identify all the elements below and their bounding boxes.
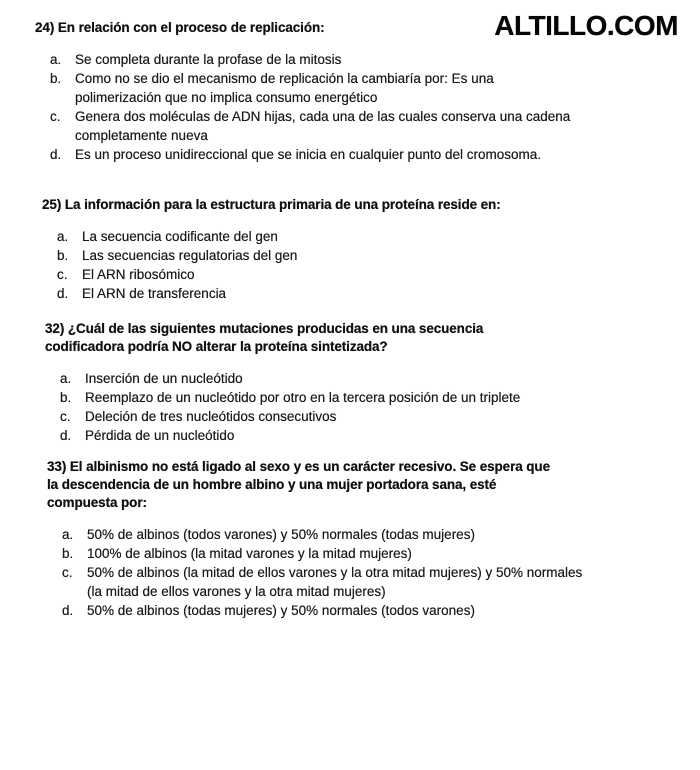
option-row	[35, 107, 683, 145]
option-text-line: 50% de albinos (todos varones) y 50% normales (todas mujeres)	[87, 527, 475, 542]
option-text	[85, 407, 693, 426]
option-letter: a.	[57, 229, 69, 244]
question-block	[45, 320, 693, 445]
option-row	[47, 525, 695, 544]
option-text-line: El ARN de transferencia	[82, 286, 227, 301]
option-letter: d.	[50, 147, 62, 162]
option-text-line: 100% de albinos (la mitad varones y la mitad mujeres)	[87, 546, 412, 561]
option-text-line: Es un proceso unidireccional que se inicia en cualquier punto del cromosoma.	[75, 147, 542, 162]
option-row	[35, 145, 683, 164]
option-text	[75, 107, 683, 145]
option-letter: a.	[60, 371, 72, 386]
option-text	[87, 544, 695, 563]
question-heading	[45, 320, 693, 356]
option-text-line: Como no se dio el mecanismo de replicación la cambiaría por: Es una	[75, 71, 494, 86]
option-letter: c.	[60, 409, 71, 424]
options-list	[35, 50, 683, 164]
option-text-line: 50% de albinos (la mitad de ellos varones y la otra mitad mujeres) y 50% normales	[87, 565, 583, 580]
option-letter: a.	[50, 52, 62, 67]
option-text-line: polimerización que no implica consumo energético	[75, 90, 378, 105]
option-text	[75, 69, 683, 107]
option-text	[75, 50, 683, 69]
question-title-text: ¿Cuál de las siguientes mutaciones producidas en una secuencia	[67, 321, 484, 336]
option-letter: d.	[62, 603, 74, 618]
option-text	[87, 525, 695, 544]
option-text	[82, 246, 690, 265]
option-text-line: La secuencia codificante del gen	[82, 229, 278, 244]
site-logo: ALTILLO.COM	[494, 10, 678, 41]
question-heading-line: compuesta por:	[47, 495, 147, 510]
question-heading-line	[45, 320, 693, 338]
question-heading	[42, 196, 690, 214]
question-block	[47, 458, 695, 620]
option-letter: c.	[50, 109, 61, 124]
option-letter: d.	[60, 428, 72, 443]
options-list	[45, 369, 693, 445]
option-text	[85, 369, 693, 388]
option-row	[42, 227, 690, 246]
question-heading-line: codificadora podría NO alterar la proteína sintetizada?	[45, 339, 388, 354]
option-letter: d.	[57, 286, 69, 301]
option-text-line: completamente nueva	[75, 128, 208, 143]
option-text-line: Se completa durante la profase de la mitosis	[75, 52, 342, 67]
question-number: 24)	[35, 20, 55, 35]
option-text-line: Genera dos moléculas de ADN hijas, cada una de las cuales conserva una cadena	[75, 109, 571, 124]
option-text-line: Reemplazo de un nucleótido por otro en la tercera posición de un triplete	[85, 390, 521, 405]
option-row	[45, 407, 693, 426]
option-row	[35, 69, 683, 107]
question-title-text: La información para la estructura primaria de una proteína reside en:	[64, 197, 501, 212]
question-heading-line	[35, 19, 683, 37]
option-text	[75, 145, 683, 164]
question-heading	[47, 458, 695, 512]
option-row	[42, 265, 690, 284]
option-text	[82, 284, 690, 303]
option-row	[45, 426, 693, 445]
option-text-line: Inserción de un nucleótido	[85, 371, 243, 386]
question-heading-line	[42, 196, 690, 214]
question-number: 25)	[42, 197, 62, 212]
option-letter: b.	[60, 390, 72, 405]
option-text-line: Pérdida de un nucleótido	[85, 428, 235, 443]
option-text-line: Las secuencias regulatorias del gen	[82, 248, 298, 263]
question-title-text: En relación con el proceso de replicación:	[57, 20, 325, 35]
option-row	[42, 284, 690, 303]
option-row	[42, 246, 690, 265]
option-letter: c.	[62, 565, 73, 580]
options-list	[47, 525, 695, 620]
question-number: 32)	[45, 321, 65, 336]
option-letter: b.	[57, 248, 69, 263]
option-letter: b.	[50, 71, 62, 86]
option-text	[85, 426, 693, 445]
option-row	[45, 369, 693, 388]
option-letter: b.	[62, 546, 74, 561]
option-row	[47, 601, 695, 620]
option-letter: c.	[57, 267, 68, 282]
option-text	[87, 563, 695, 601]
options-list	[42, 227, 690, 303]
question-heading-line: la descendencia de un hombre albino y una mujer portadora sana, esté	[47, 477, 497, 492]
option-row	[47, 563, 695, 601]
question-title-text: El albinismo no está ligado al sexo y es un carácter recesivo. Se espera que	[69, 459, 550, 474]
option-text	[82, 227, 690, 246]
option-text-line: 50% de albinos (todas mujeres) y 50% normales (todos varones)	[87, 603, 475, 618]
option-row	[47, 544, 695, 563]
question-heading-line	[47, 458, 695, 476]
question-number: 33)	[47, 459, 67, 474]
option-text	[82, 265, 690, 284]
question-block	[35, 19, 683, 164]
question-heading	[35, 19, 683, 37]
option-text-line: (la mitad de ellos varones y la otra mitad mujeres)	[87, 584, 386, 599]
option-row	[35, 50, 683, 69]
option-text	[87, 601, 695, 620]
question-block	[42, 196, 690, 303]
option-text	[85, 388, 693, 407]
option-row	[45, 388, 693, 407]
option-text-line: Deleción de tres nucleótidos consecutivos	[85, 409, 337, 424]
option-text-line: El ARN ribosómico	[82, 267, 195, 282]
option-letter: a.	[62, 527, 74, 542]
